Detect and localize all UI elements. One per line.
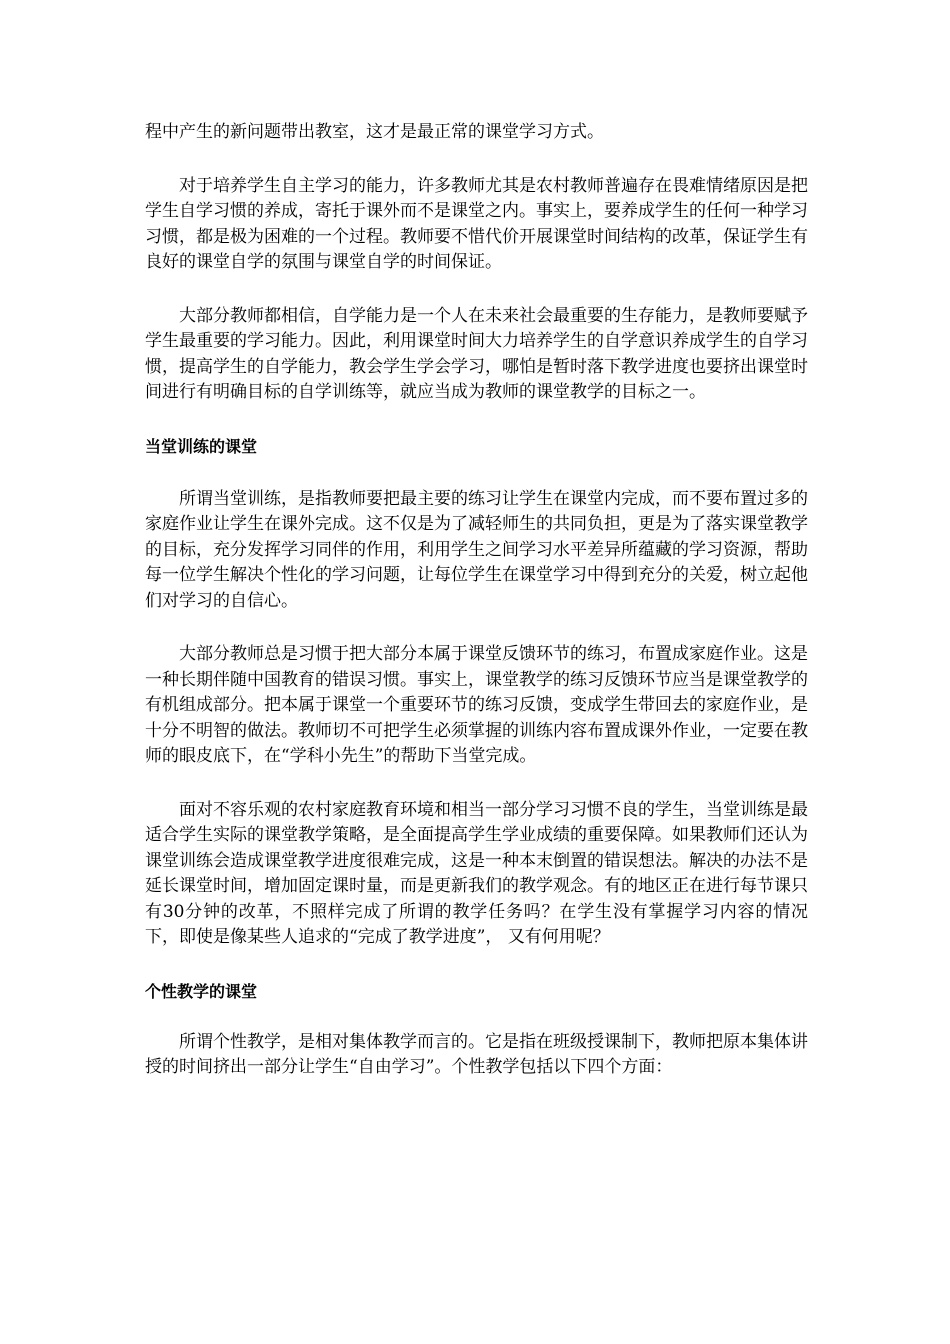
- spacer: [145, 770, 808, 798]
- paragraph-homework-habit: 大部分教师总是习惯于把大部分本属于课堂反馈环节的练习，布置成家庭作业。这是一种长期伴随中国教育的错误习惯。事实上，课堂教学的练习反馈环节应当是课堂教学的有机组成部分。把本属于课堂一个重要环节的练习反馈，变成学生带回去的家庭作业，是十分不明智的做法。教师切不可把学生必须掌握的训练内容布置成课外作业，一定要在教师的眼皮底下，在“学科小先生”的帮助下当堂完成。: [145, 644, 808, 766]
- document-page: [145, 120, 808, 1081]
- paragraph-continuation: 程中产生的新问题带出教室，这才是最正常的课堂学习方式。: [145, 122, 604, 142]
- paragraph-rural-strategy: 面对不容乐观的农村家庭教育环境和相当一部分学习习惯不良的学生，当堂训练是最适合学生实际的课堂教学策略，是全面提高学生学业成绩的重要保障。如果教师们还认为课堂训练会造成课堂教学进度很难完成，这是一种本末倒置的错误想法。解决的办法不是延长课堂时间，增加固定课时量，而是更新我们的教学观念。有的地区正在进行每节课只有30分钟的改革，不照样完成了所谓的教学任务吗？在学生没有掌握学习内容的情况下，即使是像某些人追求的“完成了教学进度”， 又有何用呢？: [145, 799, 808, 947]
- spacer: [145, 276, 808, 304]
- paragraph-in-class-training-definition: 所谓当堂训练，是指教师要把最主要的练习让学生在课堂内完成，而不要布置过多的家庭作业让学生在课外完成。这不仅是为了减轻师生的共同负担，更是为了落实课堂教学的目标，充分发挥学习同伴的作用，利用学生之间学习水平差异所蕴藏的学习资源，帮助每一位学生解决个性化的学习问题，让每位学生在课堂学习中得到充分的关爱，树立起他们对学习的自信心。: [145, 488, 808, 611]
- spacer: [145, 406, 808, 434]
- spacer: [145, 459, 808, 487]
- section-heading-individual-teaching: 个性教学的课堂: [145, 981, 258, 1001]
- section-heading-in-class-training: 当堂训练的课堂: [145, 436, 258, 456]
- spacer: [145, 1004, 808, 1030]
- paragraph-self-study-difficulty: 对于培养学生自主学习的能力，许多教师尤其是农村教师普遍存在畏难情绪原因是把学生自学习惯的养成，寄托于课外而不是课堂之内。事实上，要养成学生的任何一种学习习惯，都是极为困难的一个过程。教师要不惜代价开展课堂时间结构的改革，保证学生有良好的课堂自学的氛围与课堂自学的时间保证。: [145, 175, 808, 272]
- spacer: [145, 146, 808, 174]
- paragraph-individual-teaching-definition: 所谓个性教学，是相对集体教学而言的。它是指在班级授课制下，教师把原本集体讲授的时间挤出一部分让学生“自由学习”。个性教学包括以下四个方面：: [145, 1031, 808, 1077]
- paragraph-self-study-ability: 大部分教师都相信，自学能力是一个人在未来社会最重要的生存能力，是教师要赋予学生最重要的学习能力。因此，利用课堂时间大力培养学生的自学意识养成学生的自学习惯，提高学生的自学能力，教会学生学会学习，哪怕是暂时落下教学进度也要挤出课堂时间进行有明确目标的自学训练等，就应当成为教师的课堂教学的目标之一。: [145, 305, 808, 402]
- spacer: [145, 614, 808, 642]
- spacer: [145, 951, 808, 979]
